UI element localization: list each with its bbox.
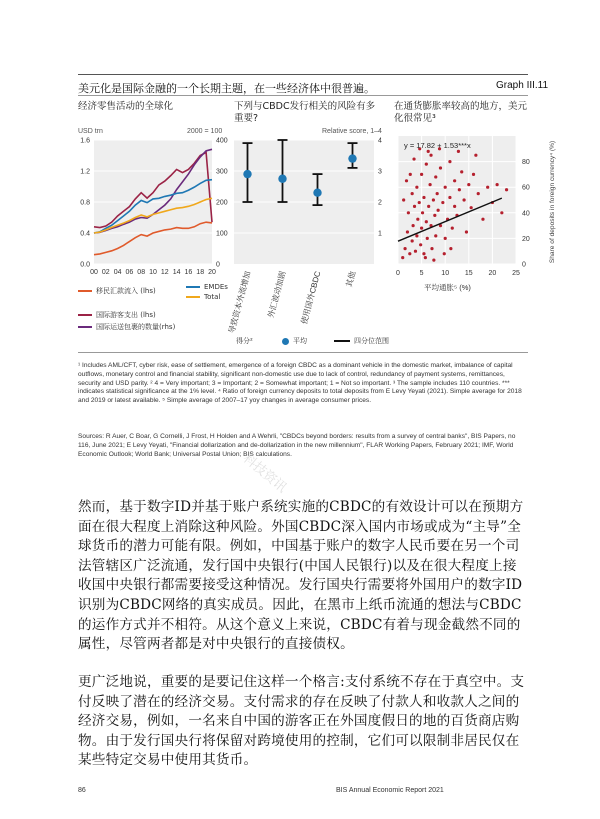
- chart-2-mean-dot: [348, 154, 356, 162]
- graph-label: Graph III.11: [496, 80, 549, 91]
- chart-3-point: [415, 186, 418, 189]
- legend-label: EMDEs: [204, 283, 228, 291]
- chart-3-point: [429, 154, 432, 157]
- chart-3-point: [434, 234, 437, 237]
- sources: Sources: R Auer, C Boar, G Cornelli, J Frost, H Holden and A Wehrli, "CBDCs beyond borders: results from a survey of central banks", BIS Papers, no 116, June 2021; E Levy Yeyati, "Financial dollarization and de-dollarization in the new millennium", FLAR Working Papers, February 2021; IMF, World Economic Outlook; World Bank; Universal Postal Union; BIS calculations.: [78, 433, 516, 458]
- legend-label: 四分位范围: [354, 337, 389, 345]
- chart-3-point: [448, 196, 451, 199]
- chart-3-point: [411, 192, 414, 195]
- chart-3-xtick: 10: [441, 270, 450, 277]
- chart-1: [74, 136, 236, 286]
- chart-3-point: [474, 154, 477, 157]
- chart-3-equation: y = 17.82 + 1.53***x: [404, 141, 471, 150]
- legend-label: 国际游客支出 (lhs): [96, 311, 156, 319]
- panel-2-title: 下列与CBDC发行相关的风险有多重要?: [234, 101, 376, 124]
- chart-1-xtick: 18: [196, 269, 205, 276]
- chart-3-xtick: 20: [488, 270, 497, 277]
- legend-swatch: [78, 326, 92, 328]
- chart-3-point: [414, 250, 417, 253]
- chart-1-xtick: 10: [149, 269, 157, 276]
- chart-3-ytick: 20: [522, 235, 530, 243]
- chart-1-ytick-right: 100: [216, 230, 228, 238]
- chart-3-point: [470, 206, 473, 209]
- chart-3-point: [451, 227, 454, 230]
- legend-swatch: [78, 314, 92, 316]
- chart-3-point: [402, 198, 405, 201]
- chart-3-point: [422, 252, 425, 255]
- legend-item-parcels: [78, 322, 175, 332]
- chart-3-point: [500, 211, 503, 214]
- legend-label: 移民汇款流入 (lhs): [96, 287, 156, 295]
- chart-3-point: [408, 252, 411, 255]
- chart-1-xtick: 08: [137, 269, 146, 276]
- panel-1-left-unit: USD trn: [78, 128, 103, 135]
- chart-1-ytick-right: 300: [216, 168, 228, 176]
- chart-3-point: [444, 186, 447, 189]
- chart-3-xtick: 15: [464, 270, 473, 277]
- chart-2-ytick: 4: [378, 137, 382, 145]
- legend-item-remittances: [78, 286, 156, 296]
- panel-1-title: 经济零售活动的全球化: [78, 101, 174, 112]
- chart-3-point: [496, 183, 499, 186]
- chart-3-point: [457, 150, 460, 153]
- chart-3-xtick: 5: [419, 270, 424, 277]
- chart-3-xtick: 0: [396, 270, 400, 277]
- chart-1-xtick: 00: [90, 269, 98, 276]
- legend-label: Total: [204, 293, 221, 301]
- chart-3-point: [406, 230, 409, 233]
- chart-1-ytick-left: 0.4: [80, 230, 90, 238]
- legend-label: 平均: [293, 337, 307, 345]
- chart-1-ytick-left: 0.8: [80, 199, 90, 207]
- chart-3-point: [430, 247, 433, 250]
- chart-3-point: [486, 186, 489, 189]
- chart-3-point: [418, 201, 421, 204]
- chart-3-point: [432, 259, 435, 262]
- header-rule: [78, 95, 528, 96]
- chart-3-point: [444, 237, 447, 240]
- chart-3-point: [481, 218, 484, 221]
- chart-1-ytick-left: 1.2: [80, 168, 90, 176]
- chart-2-legend-iqr: [334, 336, 389, 346]
- body-paragraph-1: 然而，基于数字ID并基于账户系统实施的CBDC的有效设计可以在预期方面在很大程度上消除这种风险。外国CBDC深入国内市场或成为“主导”全球货币的潜力可能有限。例如，中国基于账户的数字人民币要在另一个司法管辖区广泛流通，发行国中央银行(中国人民银行)以及在很大程度上接收国中央银行都需要接受这种情况。发行国央行需要将外国用户的数字ID识别为CBDC网络的真实成员。因此，在黑市上纸币流通的想法与CBDC的运作方式并不相符。从这个意义上来说，CBDC有着与现金截然不同的属性，尽管两者都是对中央银行的直接债权。: [78, 499, 524, 653]
- chart-2-mean-dot: [243, 170, 251, 178]
- chart-2-category-label: 其他: [344, 270, 358, 288]
- chart-3-point: [449, 247, 452, 250]
- panel-1-right-unit: 2000 = 100: [187, 128, 223, 135]
- chart-3-point: [420, 173, 423, 176]
- chart-3-point: [505, 188, 508, 191]
- chart-1-ytick-left: 1.6: [80, 137, 90, 145]
- legend-swatch: [186, 286, 200, 288]
- chart-3-point: [421, 211, 424, 214]
- chart-bottom-rule: [78, 352, 528, 353]
- chart-3-point: [428, 183, 431, 186]
- chart-3-point: [441, 201, 444, 204]
- legend-label: 国际运送包裹的数量(rhs): [96, 323, 176, 331]
- chart-1-ytick-right: 400: [216, 137, 228, 145]
- mean-dot-icon: [282, 338, 289, 345]
- chart-2-category-label: 使用国外CBDC: [299, 270, 323, 326]
- chart-3-point: [403, 247, 406, 250]
- chart-3-point: [432, 198, 435, 201]
- body-paragraph-2: 更广泛地说，重要的是要记住这样一个格言:支付系统不存在于真空中。支付反映了潜在的经济交易。支付需求的存在反映了付款人和收款人之间的经济交易，例如，一名来自中国的游客正在外国度假日的地的百货商店购物。由于发行国央行将保留对跨境使用的控制，它们可以限制非居民仅在某些特定交易中使用其货币。: [78, 674, 525, 769]
- chart-3-point: [458, 188, 461, 191]
- legend-label: 得分²: [236, 337, 253, 345]
- chart-3-point: [453, 179, 456, 182]
- chart-2-ytick: 3: [378, 168, 382, 176]
- chart-2-category-label: 外汇波动加剧: [266, 270, 288, 319]
- chart-3-point: [409, 173, 412, 176]
- chart-3-ytick: 40: [522, 210, 530, 218]
- chart-3-point: [462, 198, 465, 201]
- chart-2-category-label: 导致资本外流增加: [227, 270, 253, 335]
- chart-3-point: [439, 166, 442, 169]
- chart-2-mean-dot: [278, 175, 286, 183]
- chart-1-ytick-right: 0: [216, 261, 220, 269]
- chart-3-point: [426, 237, 429, 240]
- chart-3-xlabel: 平均通胀⁵ (%): [424, 283, 471, 292]
- chart-2-ytick: 1: [378, 230, 382, 238]
- panel-2-unit: Relative score, 1–4: [322, 128, 382, 135]
- chart-3-ytick: 80: [522, 159, 530, 167]
- chart-2-mean-dot: [313, 189, 321, 197]
- chart-3-point: [436, 192, 439, 195]
- chart-1-xtick: 14: [172, 269, 181, 276]
- chart-3-ytick: 60: [522, 184, 530, 192]
- chart-3-point: [453, 205, 456, 208]
- page-number: 86: [78, 787, 86, 794]
- chart-3-point: [420, 227, 423, 230]
- watermark: 科技资讯: [239, 451, 290, 496]
- chart-3-point: [425, 163, 428, 166]
- chart-3-point: [415, 234, 418, 237]
- chart-3-point: [448, 160, 451, 163]
- chart-3-point: [434, 175, 437, 178]
- chart-3-point: [427, 150, 430, 153]
- legend-item-tourist-spending: [78, 310, 156, 320]
- legend-item-total: [186, 293, 220, 301]
- chart-3-point: [419, 243, 422, 246]
- chart-2: [227, 136, 392, 336]
- chart-3-ytick: 0: [522, 261, 526, 269]
- chart-3-point: [407, 211, 410, 214]
- chart-3-point: [422, 196, 425, 199]
- chart-2-ytick: 2: [378, 199, 382, 207]
- chart-3-point: [465, 230, 468, 233]
- panel-3-title: 在通货膨胀率较高的地方，美元化很常见³: [394, 101, 528, 124]
- chart-3-point: [460, 170, 463, 173]
- chart-3-point: [401, 256, 404, 259]
- legend-item-emdes: [186, 283, 228, 291]
- chart-3: [392, 130, 560, 294]
- chart-3-point: [411, 239, 414, 242]
- chart-1-xtick: 06: [125, 269, 134, 276]
- legend-swatch: [78, 290, 92, 292]
- chart-3-point: [424, 256, 427, 259]
- chart-2-legend-mean: [282, 336, 307, 346]
- top-rule: [78, 74, 528, 75]
- chart-3-point: [427, 205, 430, 208]
- chart-3-point: [425, 220, 428, 223]
- footnotes: ¹ Includes AML/CFT, cyber risk, ease of settlement, emergence of a foreign CBDC as a dominant vehicle in the domestic market, imbalance of capital outflows, monetary control and financial stability, significant non-domestic use due to lack of control, redundancy of payment systems, remittances, security and USD parity. ² 4 = Very important; 3 = Important; 2 = Somewhat important; 1 = Not so important. ³ The sample includes 110 countries. *** indicates statistical significance at the 1% level. ⁴ Ratio of foreign currency deposits to total deposits from E Levy Yeyati (2021). Simple average for 2018 and 2019 or latest available. ⁵ Simple average of 2007–17 yoy changes in average consumer prices.: [78, 362, 522, 405]
- chart-3-xtick: 25: [512, 270, 520, 277]
- chart-3-ylabel: Share of deposits in foreign currency⁴ (%): [549, 140, 556, 264]
- chart-3-point: [433, 214, 436, 217]
- chart-3-point: [412, 157, 415, 160]
- chart-1-xtick: 04: [113, 269, 122, 276]
- chart-1-xtick: 12: [160, 269, 169, 276]
- chart-1-ytick-right: 200: [216, 199, 228, 207]
- chart-3-point: [443, 252, 446, 255]
- report-name: BIS Annual Economic Report 2021: [336, 787, 444, 794]
- chart-3-point: [472, 173, 475, 176]
- chart-1-xtick: 16: [184, 269, 193, 276]
- graph-title: 美元化是国际金融的一个长期主题，在一些经济体中很普遍。: [78, 82, 375, 95]
- chart-1-ytick-left: 0.0: [80, 261, 90, 269]
- chart-3-point: [467, 183, 470, 186]
- legend-swatch: [334, 340, 350, 342]
- chart-1-xtick: 20: [208, 269, 216, 276]
- chart-3-point: [413, 205, 416, 208]
- chart-3-point: [437, 209, 440, 212]
- chart-2-legend-range: [236, 336, 253, 346]
- legend-swatch: [186, 296, 200, 298]
- chart-3-point: [416, 218, 419, 221]
- chart-1-xtick: 02: [101, 269, 110, 276]
- chart-3-point: [412, 224, 415, 227]
- chart-3-point: [477, 192, 480, 195]
- chart-3-point: [405, 179, 408, 182]
